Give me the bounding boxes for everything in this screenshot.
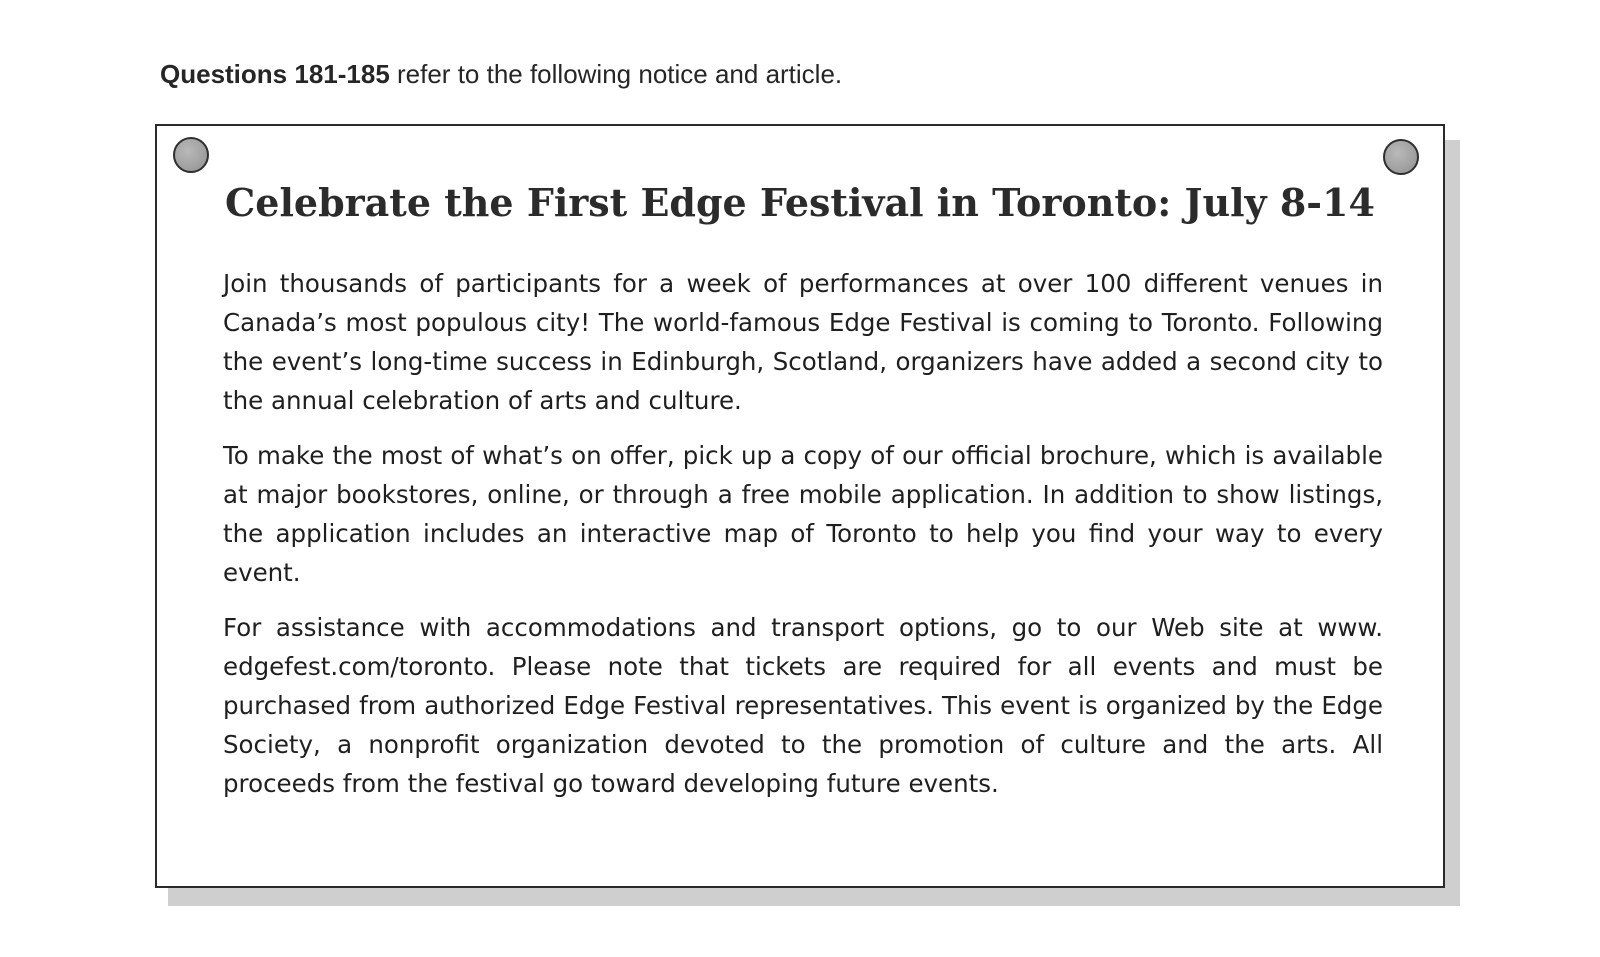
notice-body (223, 264, 1383, 819)
notice-paragraph: To make the most of what’s on offer, pick up a copy of our official brochure, which is available at major bookstores, online, or through a free mobile application. In addition to show listings, the application includes an interactive map of Toronto to help you find your way to every event. (223, 441, 1383, 587)
notice-title: Celebrate the First Edge Festival in Toronto: July 8-14 (225, 180, 1375, 225)
pushpin-icon (173, 137, 209, 173)
notice-card (155, 124, 1445, 888)
notice-paragraph: For assistance with accommodations and transport options, go to our Web site at www. edgefest.com/toronto. Please note that tickets are required for all events and must be purchased from authorized Edge Festival representatives. This event is organized by the Edge Society, a nonprofit organization devoted to the promotion of culture and the arts. All proceeds from the festival go toward developing future events. (223, 613, 1383, 798)
question-instruction (160, 58, 842, 90)
notice-paragraph: Join thousands of participants for a week of performances at over 100 different venues in Canada’s most populous city! The world-famous Edge Festival is coming to Toronto. Following the event’s long-time success in Edinburgh, Scotland, organizers have added a second city to the annual celebration of arts and culture. (223, 269, 1383, 415)
pushpin-icon (1383, 139, 1419, 175)
question-range: Questions 181-185 (160, 59, 390, 89)
question-text: refer to the following notice and article. (389, 59, 843, 89)
